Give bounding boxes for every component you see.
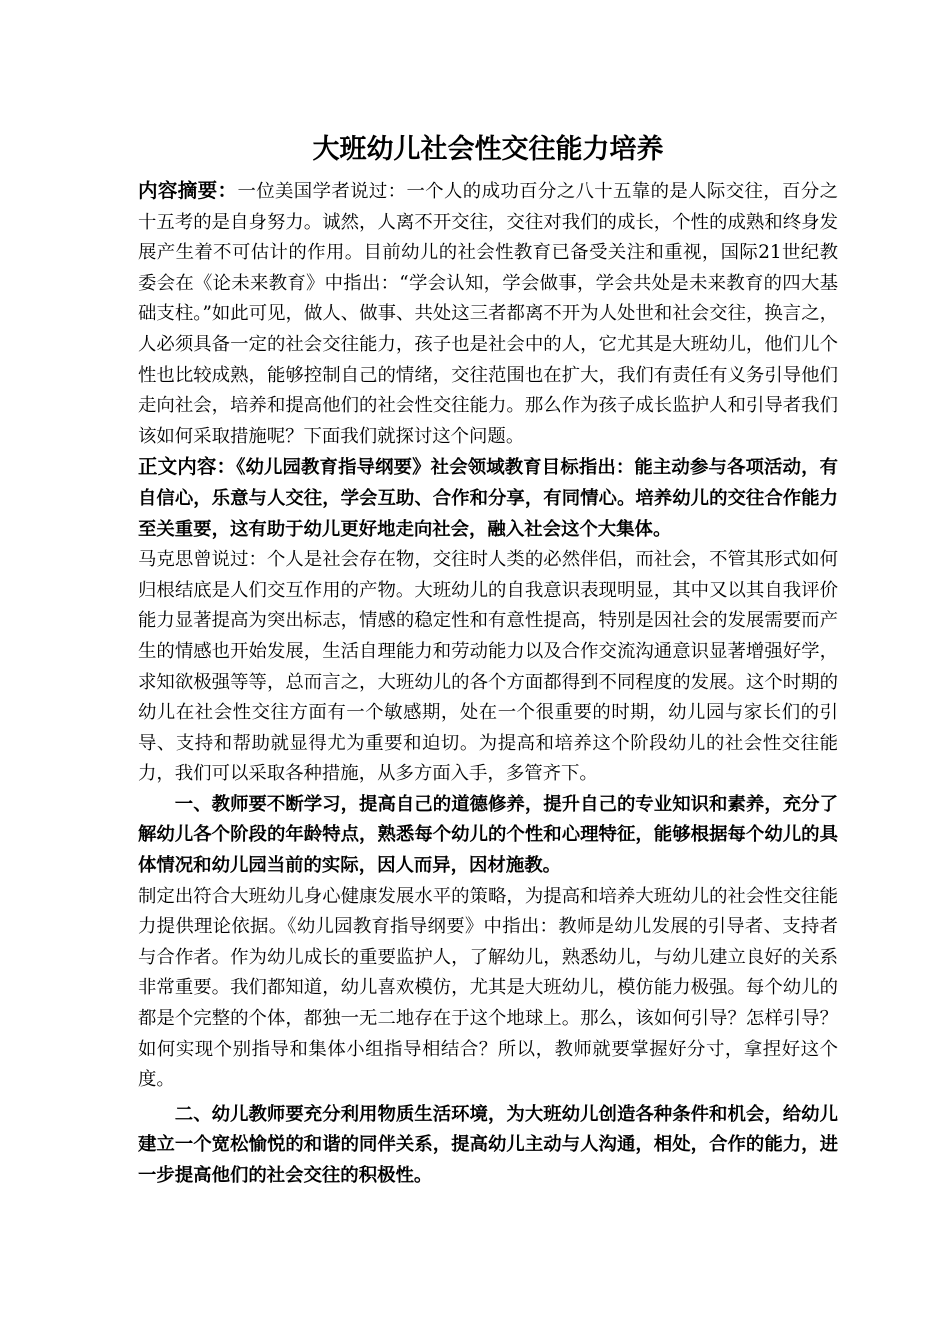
body-label: 正文内容： bbox=[138, 455, 237, 479]
section-heading-1: 一、教师要不断学习，提高自己的道德修养，提升自己的专业知识和素养，充分了解幼儿各个阶段的年龄特点，熟悉每个幼儿的个性和心理特征，能够根据每个幼儿的具体情况和幼儿园当前的实际，因人而异，因材施教。 bbox=[138, 793, 838, 877]
abstract-text: 一位美国学者说过：一个人的成功百分之八十五靠的是人际交往，百分之十五考的是自身努力。诚然，人离不开交往，交往对我们的成长，个性的成熟和终身发展产生着不可估计的作用。目前幼儿的社会性教育已备受关注和重视，国际21世纪教委会在《论未来教育》中指出：“学会认知，学会做事，学会共处是未来教育的四大基础支柱。”如此可见，做人、做事、共处这三者都离不开为人处世和社会交往，换言之，人必须具备一定的社会交往能力，孩子也是社会中的人，它尤其是大班幼儿，他们儿个性也比较成熟，能够控制自己的情绪，交往范围也在扩大，我们有责任有义务引导他们走向社会，培养和提高他们的社会性交往能力。那么作为孩子成长监护人和引导者我们该如何采取措施呢？下面我们就探讨这个问题。 bbox=[138, 181, 838, 447]
body-paragraph-1: 马克思曾说过：个人是社会存在物，交往时人类的必然伴侣，而社会，不管其形式如何归根结底是人们交互作用的产物。大班幼儿的自我意识表现明显，其中又以其自我评价能力显著提高为突出标志，情感的稳定性和有意性提高，特别是因社会的发展需要而产生的情感也开始发展，生活自理能力和劳动能力以及合作交流沟通意识显著增强好学，求知欲极强等等，总而言之，大班幼儿的各个方面都得到不同程度的发展。这个时期的幼儿在社会性交往方面有一个敏感期，处在一个很重要的时期，幼儿园与家长们的引导、支持和帮助就显得尤为重要和迫切。为提高和培养这个阶段幼儿的社会性交往能力，我们可以采取各种措施，从多方面入手，多管齐下。 bbox=[138, 549, 838, 785]
abstract-paragraph bbox=[138, 176, 838, 452]
body-paragraph-2: 制定出符合大班幼儿身心健康发展水平的策略，为提高和培养大班幼儿的社会性交往能力提供理论依据。《幼儿园教育指导纲要》中指出：教师是幼儿发展的引导者、支持者与合作者。作为幼儿成长的重要监护人，了解幼儿，熟悉幼儿，与幼儿建立良好的关系非常重要。我们都知道，幼儿喜欢模仿，尤其是大班幼儿，模仿能力极强。每个幼儿的都是个完整的个体，都独一无二地存在于这个地球上。那么，该如何引导？怎样引导？如何实现个别指导和集体小组指导相结合？所以，教师就要掌握好分寸，拿捏好这个度。 bbox=[138, 885, 838, 1091]
body-lead-text: 《幼儿园教育指导纲要》社会领域教育目标指出：能主动参与各项活动，有自信心，乐意与人交往，学会互助、合作和分享，有同情心。培养幼儿的交往合作能力至关重要，这有助于幼儿更好地走向社会，融入社会这个大集体。 bbox=[138, 457, 838, 540]
document-title: 大班幼儿社会性交往能力培养 bbox=[312, 134, 664, 165]
abstract-label: 内容摘要： bbox=[138, 179, 238, 202]
section-heading-2: 二、幼儿教师要充分利用物质生活环境，为大班幼儿创造各种条件和机会，给幼儿建立一个宽松愉悦的和谐的同伴关系，提高幼儿主动与人沟通，相处，合作的能力，进一步提高他们的社会交往的积极性。 bbox=[138, 1103, 838, 1186]
body-lead-paragraph bbox=[138, 452, 838, 545]
document-page bbox=[138, 128, 838, 1192]
